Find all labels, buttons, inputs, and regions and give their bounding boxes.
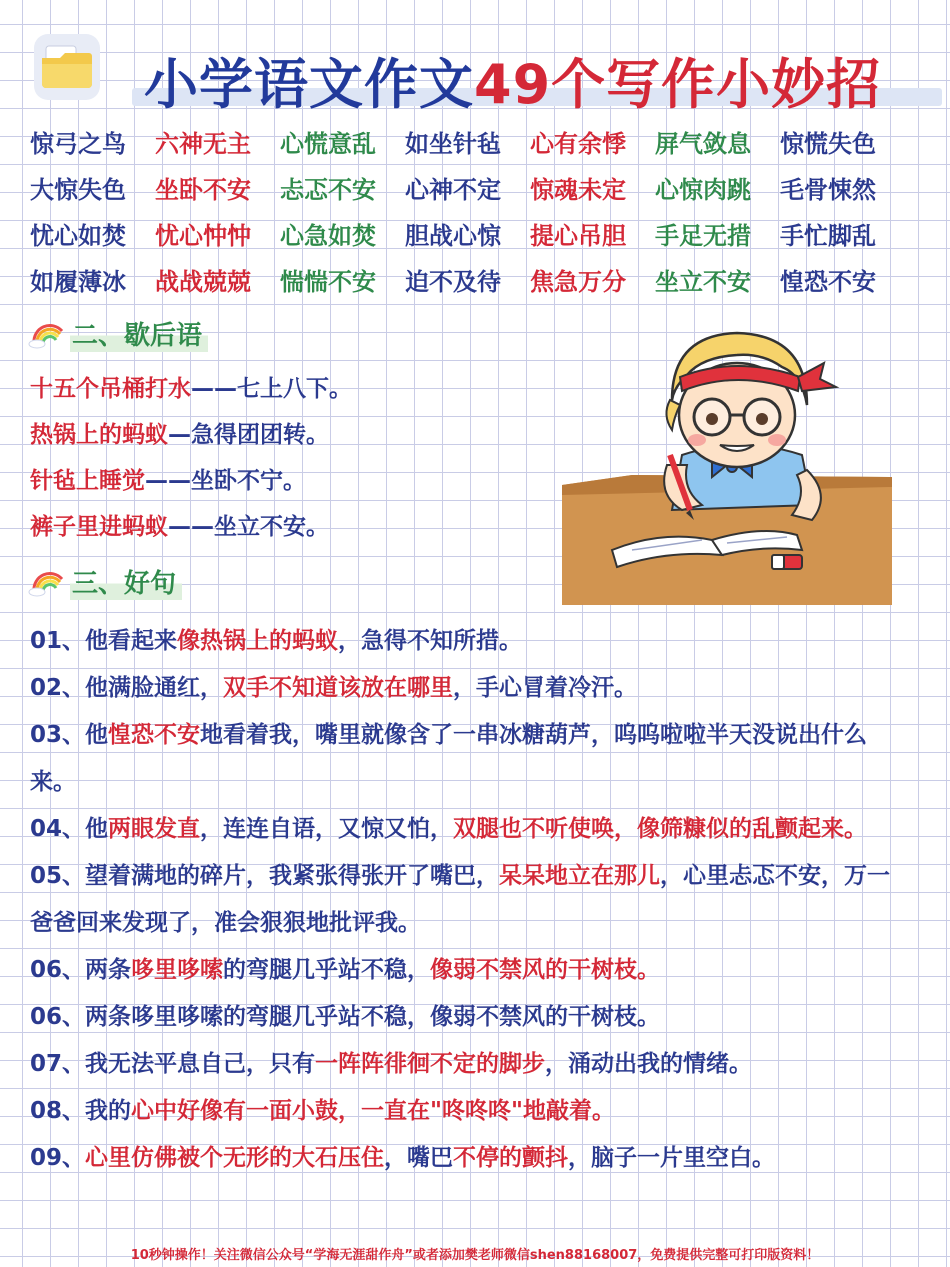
sentence-text: 地看着我，嘴里就像含了一串冰糖葫芦，呜呜啦啦半天没说出什么来。 — [30, 722, 868, 795]
sentence-text: 01、他看起来 — [30, 628, 178, 654]
sentence-highlight: 心中好像有一面小鼓，一直在"咚咚咚"地敲着。 — [131, 1098, 615, 1124]
section3-heading — [28, 561, 182, 601]
idiom-item: 胆战心惊 — [405, 221, 501, 250]
idiom-item: 战战兢兢 — [155, 267, 251, 296]
idiom-item: 焦急万分 — [530, 267, 626, 296]
idiom-row — [30, 210, 910, 256]
sentence-text: 03、他 — [30, 722, 109, 748]
idiom-item: 忧心如焚 — [30, 221, 126, 250]
idiom-item: 如履薄冰 — [30, 267, 126, 296]
sentence-text: ，急得不知所措。 — [338, 628, 523, 654]
xiehouyu-second-half: —急得团团转。 — [168, 422, 329, 448]
idiom-row — [30, 118, 910, 164]
sentence-text: 06、两条 — [30, 957, 132, 983]
xiehouyu-first-half: 十五个吊桶打水 — [30, 376, 191, 402]
sentence-text: ，心里忐忑不安，万一爸爸回来发现了，准会狠狠地批评我。 — [30, 863, 891, 936]
sentence-text: 08、我的 — [30, 1098, 132, 1124]
xiehouyu-first-half: 裤子里进蚂蚁 — [30, 514, 168, 540]
sentence-text: 09、 — [30, 1145, 86, 1171]
idiom-item: 坐立不安 — [655, 267, 751, 296]
idiom-grid — [30, 118, 910, 302]
good-sentences-list — [30, 618, 910, 1182]
student-writing-illustration — [562, 305, 892, 605]
xiehouyu-second-half: ——七上八下。 — [191, 376, 352, 402]
sentence-item — [30, 665, 910, 712]
xiehouyu-line — [30, 366, 550, 412]
sentence-highlight: 一阵阵徘徊不定的脚步 — [315, 1051, 546, 1077]
section3-title: 三、好句 — [70, 563, 182, 600]
idiom-item: 惊弓之鸟 — [30, 129, 126, 158]
sentence-highlight: 像弱不禁风的干树枝。 — [430, 957, 661, 983]
folder-icon — [32, 32, 102, 102]
sentence-highlight: 呆呆地立在那儿 — [499, 863, 661, 889]
idiom-row — [30, 164, 910, 210]
idiom-item: 心慌意乱 — [280, 129, 376, 158]
idiom-item: 惶恐不安 — [780, 267, 876, 296]
sentence-highlight: 哆里哆嗦 — [131, 957, 224, 983]
idiom-item: 迫不及待 — [405, 267, 501, 296]
rainbow-icon — [28, 565, 68, 597]
sentence-item — [30, 994, 910, 1041]
footer-note: 10秒钟操作！关注微信公众号“学海无涯甜作舟”或者添加樊老师微信shen88168007，免费提供完整可打印版资料！ — [130, 1248, 820, 1263]
sentence-item — [30, 947, 910, 994]
section2-heading — [28, 313, 208, 353]
sentence-item — [30, 853, 910, 947]
idiom-item: 提心吊胆 — [530, 221, 626, 250]
sentence-item — [30, 712, 910, 806]
title-part2: 49个写作小妙招 — [474, 53, 882, 116]
section2-title: 二、歇后语 — [70, 315, 208, 352]
sentence-text: 04、他 — [30, 816, 109, 842]
idiom-item: 如坐针毡 — [405, 129, 501, 158]
sentence-item — [30, 1041, 910, 1088]
xiehouyu-second-half: ——坐立不安。 — [168, 514, 329, 540]
idiom-item: 忧心忡忡 — [155, 221, 251, 250]
sentence-highlight: 不停的颤抖 — [453, 1145, 569, 1171]
xiehouyu-line — [30, 412, 550, 458]
sentence-text: 07、我无法平息自己，只有 — [30, 1051, 316, 1077]
header — [22, 22, 922, 116]
idiom-item: 大惊失色 — [30, 175, 126, 204]
sentence-text: ，连连自语，又惊又怕， — [200, 816, 454, 842]
xiehouyu-first-half: 热锅上的蚂蚁 — [30, 422, 168, 448]
sentence-highlight: 双手不知道该放在哪里 — [223, 675, 454, 701]
idiom-item: 心神不定 — [405, 175, 501, 204]
page-title — [144, 42, 881, 119]
sentence-text: 02、他满脸通红， — [30, 675, 224, 701]
sentence-item — [30, 1135, 910, 1182]
idiom-item: 手足无措 — [655, 221, 751, 250]
idiom-item: 六神无主 — [155, 129, 251, 158]
sentence-item — [30, 618, 910, 665]
idiom-item: 心有余悸 — [530, 129, 626, 158]
sentence-text: 05、望着满地的碎片，我紧张得张开了嘴巴， — [30, 863, 500, 889]
idiom-item: 惴惴不安 — [280, 267, 376, 296]
idiom-item: 屏气敛息 — [655, 129, 751, 158]
xiehouyu-first-half: 针毡上睡觉 — [30, 468, 145, 494]
sentence-text: ，涌动出我的情绪。 — [545, 1051, 753, 1077]
idiom-item: 惊慌失色 — [780, 129, 876, 158]
idiom-item: 忐忑不安 — [280, 175, 376, 204]
sentence-highlight: 两眼发直 — [108, 816, 201, 842]
idiom-item: 坐卧不安 — [155, 175, 251, 204]
sentence-item — [30, 806, 910, 853]
sentence-text: ，嘴巴 — [384, 1145, 454, 1171]
sentence-highlight: 惶恐不安 — [108, 722, 201, 748]
idiom-row — [30, 256, 910, 302]
sentence-highlight: 心里仿佛被个无形的大石压住 — [85, 1145, 385, 1171]
sentence-text: ，手心冒着冷汗。 — [453, 675, 638, 701]
sentence-item — [30, 1088, 910, 1135]
idiom-item: 惊魂未定 — [530, 175, 626, 204]
xiehouyu-line — [30, 458, 550, 504]
title-part1: 小学语文作文 — [144, 53, 474, 116]
idiom-item: 心急如焚 — [280, 221, 376, 250]
sentence-text: ，脑子一片里空白。 — [568, 1145, 776, 1171]
sentence-highlight: 双腿也不听使唤，像筛糠似的乱颤起来。 — [453, 816, 868, 842]
xiehouyu-list — [30, 366, 550, 550]
sentence-highlight: 像热锅上的蚂蚁 — [177, 628, 339, 654]
xiehouyu-line — [30, 504, 550, 550]
idiom-item: 毛骨悚然 — [780, 175, 876, 204]
sentence-text: 的弯腿几乎站不稳， — [223, 957, 431, 983]
rainbow-icon — [28, 317, 68, 349]
idiom-item: 心惊肉跳 — [655, 175, 751, 204]
xiehouyu-second-half: ——坐卧不宁。 — [145, 468, 306, 494]
idiom-item: 手忙脚乱 — [780, 221, 876, 250]
sentence-text: 06、两条哆里哆嗦的弯腿几乎站不稳，像弱不禁风的干树枝。 — [30, 1004, 661, 1030]
